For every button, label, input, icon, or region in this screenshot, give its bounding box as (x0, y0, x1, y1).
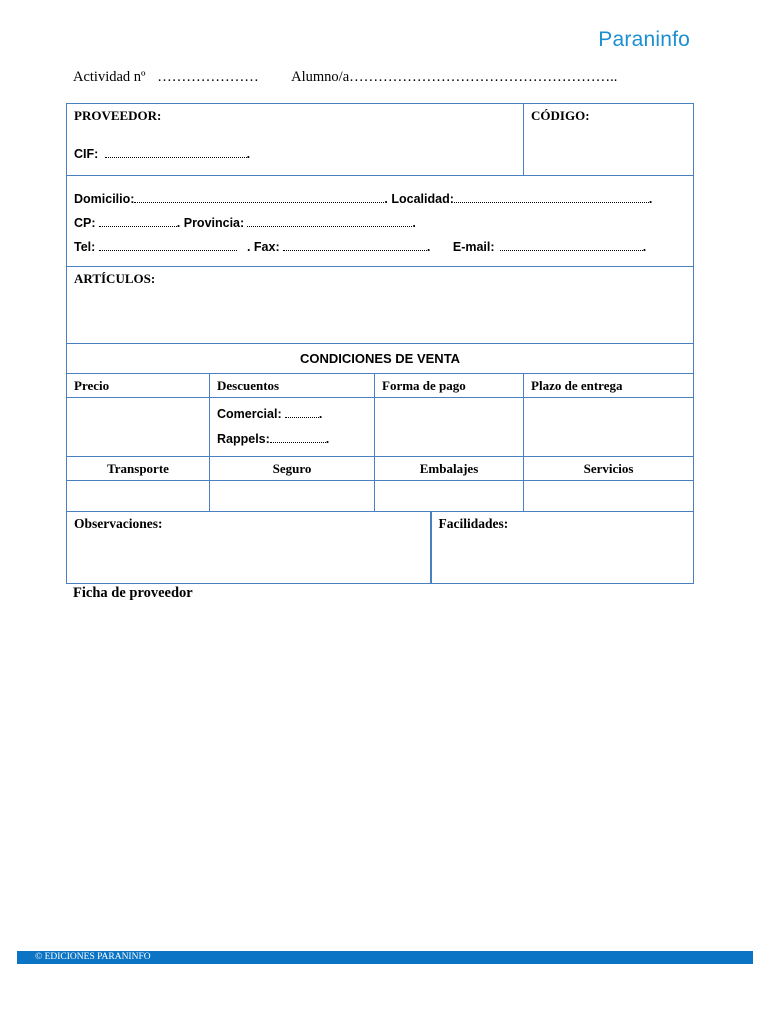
transporte-value-cell[interactable] (67, 481, 210, 512)
rappels-field[interactable] (270, 432, 326, 443)
header-line (73, 69, 617, 86)
email-label: E-mail: (452, 240, 495, 254)
tel-label: Tel: (74, 240, 96, 254)
condiciones-title: CONDICIONES DE VENTA (67, 344, 694, 374)
col-plazo-entrega: Plazo de entrega (524, 374, 694, 398)
facilidades-label: Facilidades: (438, 516, 509, 531)
col-seguro: Seguro (210, 457, 375, 481)
cif-field[interactable] (105, 147, 247, 158)
footer-bar (17, 951, 753, 964)
proveedor-cell: PROVEEDOR: CIF: . (67, 104, 524, 176)
observaciones-label: Observaciones: (74, 516, 163, 531)
actividad-field[interactable]: ………………… (157, 69, 259, 85)
footer-copyright: © EDICIONES PARANINFO (35, 952, 151, 962)
col-transporte: Transporte (67, 457, 210, 481)
col-forma-pago: Forma de pago (375, 374, 524, 398)
comercial-field[interactable] (285, 407, 319, 418)
seguro-value-cell[interactable] (210, 481, 375, 512)
codigo-label: CÓDIGO: (531, 108, 590, 123)
cp-label: CP: (74, 216, 96, 230)
localidad-label: Localidad: (391, 192, 454, 206)
codigo-cell (524, 104, 694, 176)
observaciones-cell[interactable] (67, 512, 431, 584)
articulos-cell (67, 267, 694, 344)
paraninfo-logo: Paraninfo (598, 28, 690, 51)
col-embalajes: Embalajes (375, 457, 524, 481)
articulos-label: ARTÍCULOS: (74, 271, 156, 286)
col-precio: Precio (67, 374, 210, 398)
contact-cell: Domicilio: . Localidad: . CP: . Provincia: . Tel: . Fax: . E-mail: . (67, 176, 694, 267)
facilidades-cell[interactable] (431, 512, 694, 584)
provincia-field[interactable] (247, 216, 412, 227)
localidad-field[interactable] (454, 192, 649, 203)
cif-label: CIF: (74, 147, 99, 161)
fax-label: Fax: (253, 240, 280, 254)
proveedor-label: PROVEEDOR: (74, 108, 162, 123)
domicilio-field[interactable] (134, 192, 384, 203)
tel-field[interactable] (99, 240, 237, 251)
provincia-label: Provincia: (183, 216, 245, 230)
alumno-field[interactable]: ……………………………………………….. (349, 69, 618, 85)
email-field[interactable] (500, 240, 643, 251)
form-caption: Ficha de proveedor (73, 585, 193, 601)
forma-pago-value-cell[interactable] (375, 398, 524, 457)
servicios-value-cell[interactable] (524, 481, 694, 512)
rappels-label: Rappels: (217, 432, 270, 446)
col-servicios: Servicios (524, 457, 694, 481)
plazo-entrega-value-cell[interactable] (524, 398, 694, 457)
comercial-label: Comercial: (217, 407, 282, 421)
supplier-form-table (66, 103, 694, 584)
embalajes-value-cell[interactable] (375, 481, 524, 512)
col-descuentos: Descuentos (210, 374, 375, 398)
actividad-label: Actividad nº (73, 69, 146, 85)
domicilio-label: Domicilio: (74, 192, 135, 206)
alumno-label: Alumno/a (291, 69, 350, 85)
cp-field[interactable] (99, 216, 177, 227)
precio-value-cell[interactable] (67, 398, 210, 457)
fax-field[interactable] (283, 240, 427, 251)
descuentos-value-cell: Comercial: . Rappels: . (210, 398, 375, 457)
